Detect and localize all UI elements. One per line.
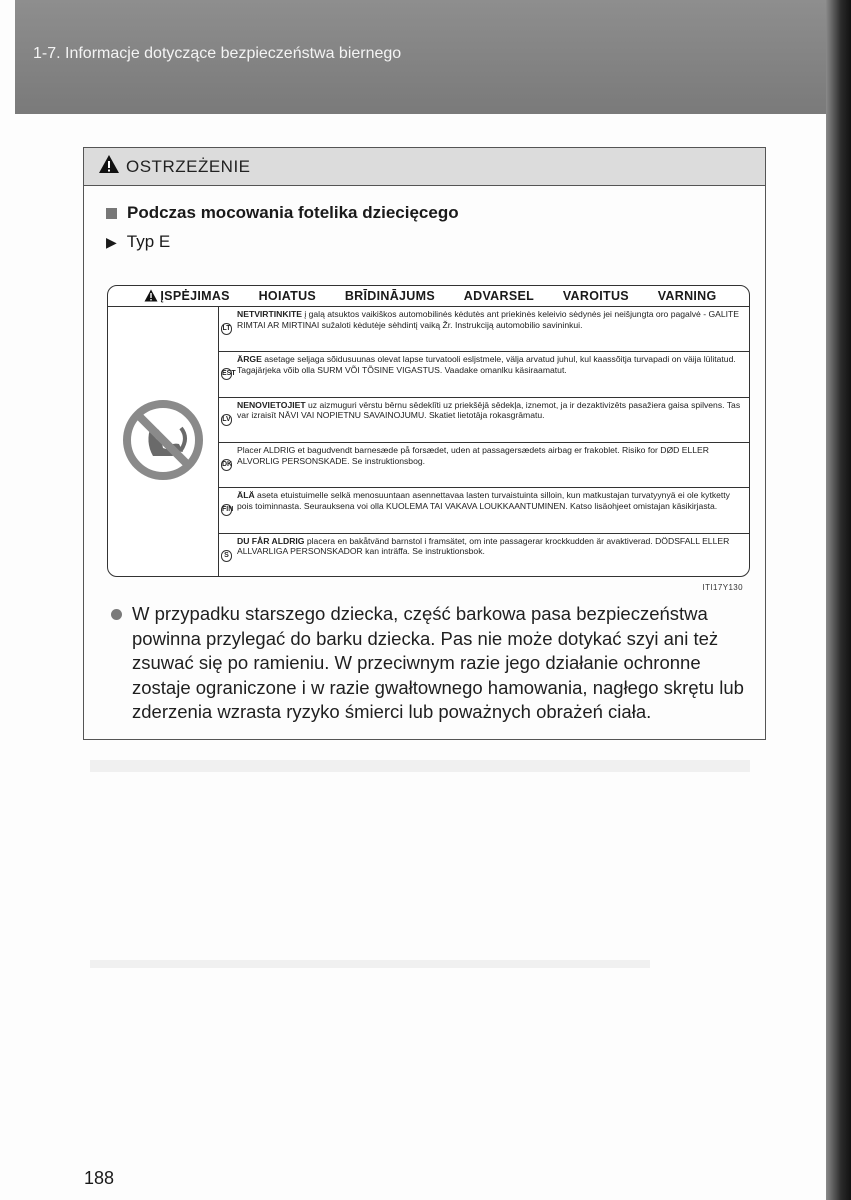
label-row-bold: ÄLÄ [237,490,255,501]
label-row-bold: DU FÅR ALDRIG [237,535,305,546]
warning-triangle-icon [98,154,120,179]
image-code: ITI17Y130 [702,583,743,592]
language-code: LV [221,414,232,426]
language-code: S [221,550,232,562]
warning-triangle-icon [144,289,158,305]
label-row-lt [219,307,749,352]
label-header-word: VAROITUS [562,289,629,303]
page-edge-shadow [826,0,851,1200]
label-rows [219,307,749,577]
label-row-dk [219,443,749,488]
label-icon-cell [108,307,219,577]
page-header-title: 1-7. Informacje dotyczące bezpieczeństwa biernego [33,45,402,62]
label-row-bold: NENOVIETOJIET [237,399,306,410]
label-row-text: aseta etuistuimelle selkä menosuuntaan asennettavaa lasten turvaistuinta silloin, kun matkustajan turvatyynyä ei ole kytketty pois toiminnasta. Seurauksena voi olla KUOLEMA TAI VAKAVA LOUKKAANTUMINEN. Katso lisäohjeet omistajan käsikirjasta. [237,490,730,512]
note-text: W przypadku starszego dziecka, część barkowa pasa bezpieczeństwa powinna przylegać do barku dziecka. Pas nie może dotykać szyi ani też zsuwać się po ramieniu. W przeciwnym razie jego działanie ochronne zostaje ograniczone i w razie gwałtownego hamowania, nagłego skrętu lub zderzenia wzrasta ryzyko śmierci lub poważnych obrażeń ciała. [132,603,744,722]
label-row-fin [219,488,749,533]
label-row-bold: ÄRGE [237,354,262,365]
bleed-through-shape [90,760,750,772]
label-row-text: uz aizmuguri vērstu bērnu sēdeklīti uz priekšējā sēdekļa, iznemot, ja ir dezaktivizēts pasažiera gaisa spilvens. Tas var izraisīt NĀVI VAI NOPIETNU SAVAINOJUMU. Skatiet lietotāja rokasgrāmatu. [237,399,741,421]
label-header-word: VARNING [657,289,717,303]
label-row-lv [219,398,749,443]
triangle-bullet-icon: ▶ [106,233,117,250]
label-row-bold: NETVIRTINKITE [237,309,302,319]
no-rear-facing-child-seat-icon [121,398,205,487]
round-bullet-icon [111,609,122,620]
airbag-warning-label [107,285,750,577]
type-label-text: Typ E [126,232,171,251]
language-code: FIN [221,504,232,516]
label-row-est [219,352,749,397]
label-header-word: BRĪDINĀJUMS [344,289,435,303]
bleed-through-shape [90,960,650,968]
language-code: DK [221,459,232,471]
warning-heading: OSTRZEŻENIE [126,156,251,176]
language-code: LT [221,323,232,335]
label-header [108,286,749,307]
label-row-text: Placer ALDRIG et bagudvendt barnesæde på forsædet, uden at passagersædets airbag er frakoblet. Risiko for DØD ELLER ALVORLIG PERSONSKADE. Se instruktionsbog. [237,444,709,466]
warning-box [83,147,766,740]
label-body [108,307,749,577]
section-title: Podczas mocowania fotelika dziecięcego [127,203,459,222]
label-row-s [219,534,749,577]
type-label [106,232,170,252]
label-header-word: ADVARSEL [463,289,535,303]
note-paragraph [108,602,753,725]
page-number: 188 [84,1168,115,1188]
section-heading [106,203,459,223]
square-bullet-icon [106,208,117,219]
label-row-text: į galą atsuktos vaikiškos automobilinės kėdutės ant priekinės keleivio sėdynės jei neišjungta oro pagalvė - GALITE RIMTAI AR MIRTINAI sužaloti kėdutėje sėhdintį vaiką Žr. Instrukciją automobilio savininkui. [237,309,740,330]
label-row-text: asetage seljaga sõidusuunas olevat lapse turvatooli esljstmele, välja arvatud juhul, kul kaassõitja turvapadi on väija lülitatud. Tagajärjeka võib olla SURM VÕI TÕSINE VIGASTUS. Vaadake omanlku käsiraamatut. [237,354,736,376]
language-code: EST [221,368,232,380]
label-row-text: placera en bakåtvänd barnstol i framsätet, om inte passagerar krockkudden är avaktiverad. DÖDSFALL ELLER ALLVARLIGA PERSONSKADOR kan inträffa. Se instruktionsbok. [237,535,730,557]
label-header-word: HOIATUS [258,289,317,303]
warning-header [84,148,765,186]
label-header-word: ĮSPĖJIMAS [160,289,230,303]
